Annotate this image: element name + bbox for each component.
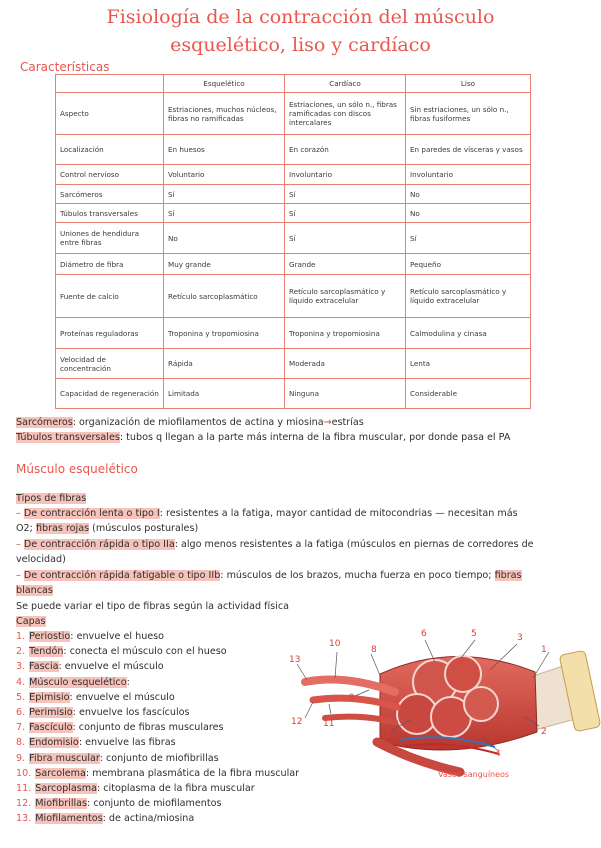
capa-item xyxy=(16,722,224,733)
row-label: Sarcómeros xyxy=(56,185,164,204)
capa-item xyxy=(16,813,194,824)
page-title-line-1: Fisiología de la contracción del músculo xyxy=(106,6,495,28)
comparison-table xyxy=(55,74,531,409)
capa-item xyxy=(16,677,130,688)
fascicle-shape xyxy=(445,656,481,692)
text: velocidad) xyxy=(16,554,66,565)
capa-term: Sarcolema xyxy=(35,767,86,779)
row-label: Proteínas reguladoras xyxy=(56,318,164,349)
capa-item xyxy=(16,646,227,657)
capa-description: : envuelve el músculo xyxy=(58,661,164,673)
note-text: estrías xyxy=(331,417,364,428)
text: : músculos de los brazos, mucha fuerza en poco tiempo; xyxy=(220,570,495,581)
diagram-label-1: 1 xyxy=(541,645,547,655)
cell: Moderada xyxy=(285,349,406,379)
capa-number: 9. xyxy=(16,752,26,764)
capa-term: Fascículo xyxy=(29,722,73,734)
cell: Estriaciones, un sólo n., fibras ramificadas con discos intercalares xyxy=(285,93,406,135)
cell: Troponina y tropomiosina xyxy=(164,318,285,349)
dash: – xyxy=(16,508,24,519)
capa-item xyxy=(16,661,164,672)
capa-number: 1. xyxy=(16,631,26,642)
arrow-icon: → xyxy=(323,417,332,428)
dash: – xyxy=(16,539,24,550)
diagram-label-9: 9 xyxy=(349,693,355,703)
row-label: Fuente de calcio xyxy=(56,275,164,318)
fibras-heading xyxy=(16,493,86,504)
text: (músculos posturales) xyxy=(89,523,199,534)
capa-description: : envuelve las fibras xyxy=(78,737,176,749)
cell: Sí xyxy=(285,185,406,204)
table-row xyxy=(56,254,531,275)
term: fibras xyxy=(494,570,522,581)
capa-term: Periostio xyxy=(29,631,71,642)
cell: Sí xyxy=(406,223,531,254)
cell: Involuntario xyxy=(406,165,531,185)
row-label: Localización xyxy=(56,135,164,165)
table-row xyxy=(56,135,531,165)
cell: Voluntario xyxy=(164,165,285,185)
cell: No xyxy=(406,204,531,223)
capa-number: 10. xyxy=(16,767,32,779)
table-row xyxy=(56,275,531,318)
note-sarcomeros xyxy=(16,417,364,428)
cell: Involuntario xyxy=(285,165,406,185)
table-row xyxy=(56,349,531,379)
capas-heading xyxy=(16,616,46,627)
capa-item xyxy=(16,783,255,794)
capa-term: Sarcoplasma xyxy=(35,783,97,794)
vasos-label: Vasos sanguíneos xyxy=(438,770,510,779)
capa-item xyxy=(16,692,175,703)
cell: Retículo sarcoplasmático y líquido extracelular xyxy=(406,275,531,318)
table-row xyxy=(56,223,531,254)
capa-term: Músculo esquelético xyxy=(29,676,127,688)
term: De contracción rápida fatigable o tipo IIb xyxy=(23,570,221,581)
term-sarcomeros: Sarcómeros xyxy=(16,417,73,428)
cell: En paredes de vísceras y vasos xyxy=(406,135,531,165)
capa-number: 4. xyxy=(16,676,26,688)
term: blancas xyxy=(16,585,53,596)
capa-term: Fibra muscular xyxy=(29,752,100,764)
row-label: Diámetro de fibra xyxy=(56,254,164,275)
capa-term: Miofilamentos xyxy=(35,813,103,825)
capa-term: Tendón xyxy=(29,646,64,658)
diagram-label-8: 8 xyxy=(371,645,377,655)
table-header-liso: Liso xyxy=(406,75,531,93)
cell: Sí xyxy=(285,204,406,223)
table-row xyxy=(56,185,531,204)
fiber-shape xyxy=(325,717,395,722)
cell: Estriaciones, muchos núcleos, fibras no ramificadas xyxy=(164,93,285,135)
cell: Sin estriaciones, un sólo n., fibras fusiformes xyxy=(406,93,531,135)
capa-term: Miofibrillas xyxy=(35,798,88,810)
term: De contracción lenta o tipo I xyxy=(23,508,160,519)
table-row xyxy=(56,379,531,409)
cell: Sí xyxy=(164,185,285,204)
cell: Ninguna xyxy=(285,379,406,409)
fibra-rapida-cont xyxy=(16,554,66,565)
capa-number: 8. xyxy=(16,737,26,749)
capa-term: Epimisio xyxy=(29,691,70,703)
diagram-label-12: 12 xyxy=(291,717,303,727)
cell: Grande xyxy=(285,254,406,275)
cell: Calmodulina y cinasa xyxy=(406,318,531,349)
fibra-fatigable-cont xyxy=(16,585,53,596)
text: O2; xyxy=(16,523,36,534)
capa-number: 5. xyxy=(16,691,26,703)
note-tubulos xyxy=(16,432,510,443)
capa-number: 7. xyxy=(16,722,26,734)
text: : resistentes a la fatiga, mayor cantidad de mitocondrias — necesitan más xyxy=(159,508,518,519)
row-label: Velocidad de concentración xyxy=(56,349,164,379)
capa-item xyxy=(16,631,164,642)
cell: En huesos xyxy=(164,135,285,165)
table-header-row xyxy=(56,75,531,93)
cell: Pequeño xyxy=(406,254,531,275)
diagram-label-13: 13 xyxy=(289,655,301,665)
diagram-label-5: 5 xyxy=(471,629,477,639)
fibras-heading-text: Tipos de fibras xyxy=(16,493,87,504)
cell: Rápida xyxy=(164,349,285,379)
capa-item xyxy=(16,768,299,779)
dash: – xyxy=(16,570,24,581)
capa-description: : conjunto de miofilamentos xyxy=(87,798,222,810)
table-header-cardiaco: Cardíaco xyxy=(285,75,406,93)
row-label: Túbulos transversales xyxy=(56,204,164,223)
capa-description: : conecta el músculo con el hueso xyxy=(63,646,227,658)
musculo-heading: Músculo esquelético xyxy=(16,462,138,476)
cell: Troponina y tropomiosina xyxy=(285,318,406,349)
table-row xyxy=(56,318,531,349)
capa-number: 11. xyxy=(16,783,32,794)
capa-number: 12. xyxy=(16,798,32,810)
cell: Lenta xyxy=(406,349,531,379)
capa-description: : envuelve el músculo xyxy=(69,691,175,703)
capa-description: : conjunto de fibras musculares xyxy=(72,722,224,734)
diagram-label-4: 4 xyxy=(495,749,501,759)
row-label: Aspecto xyxy=(56,93,164,135)
capa-item xyxy=(16,798,222,809)
capa-description: : conjunto de miofibrillas xyxy=(99,752,219,764)
cell: Muy grande xyxy=(164,254,285,275)
capa-description: : de actina/miosina xyxy=(102,813,195,825)
table-row xyxy=(56,204,531,223)
term: fibras rojas xyxy=(35,523,90,534)
table-header-empty xyxy=(56,75,164,93)
diagram-label-6: 6 xyxy=(421,629,427,639)
muscle-diagram xyxy=(285,622,601,787)
page-title-line-2: esquelético, liso y cardíaco xyxy=(170,34,431,56)
cell: Retículo sarcoplasmático xyxy=(164,275,285,318)
row-label: Control nervioso xyxy=(56,165,164,185)
capa-description: : envuelve los fascículos xyxy=(72,707,190,718)
diagram-label-7: 7 xyxy=(385,730,391,740)
capa-term: Fascia xyxy=(29,661,59,673)
table-row xyxy=(56,93,531,135)
capa-description: : citoplasma de la fibra muscular xyxy=(96,783,255,794)
text: : algo menos resistentes a la fatiga (músculos en piernas de corredores de xyxy=(174,539,534,550)
capa-item xyxy=(16,707,190,718)
capa-description: : xyxy=(126,676,130,688)
cell: Sí xyxy=(164,204,285,223)
diagram-label-2: 2 xyxy=(541,727,547,737)
cell: No xyxy=(406,185,531,204)
note-text: : organización de miofilamentos de actina y miosina xyxy=(72,417,324,428)
cell: Retículo sarcoplasmático y líquido extracelular xyxy=(285,275,406,318)
table-row xyxy=(56,165,531,185)
fibra-rapida xyxy=(16,539,534,550)
capa-description: : membrana plasmática de la fibra muscular xyxy=(85,767,300,779)
capa-item xyxy=(16,753,219,764)
capa-description: : envuelve el hueso xyxy=(70,631,165,642)
term: De contracción rápida o tipo IIa xyxy=(23,539,175,550)
diagram-label-10: 10 xyxy=(329,639,341,649)
diagram-label-3: 3 xyxy=(517,633,523,643)
cell: Considerable xyxy=(406,379,531,409)
cell: En corazón xyxy=(285,135,406,165)
cell: Sí xyxy=(285,223,406,254)
cell: No xyxy=(164,223,285,254)
capa-term: Perimisio xyxy=(29,707,73,718)
term-tubulos: Túbulos transversales xyxy=(16,432,120,443)
capa-number: 6. xyxy=(16,707,26,718)
capas-heading-text: Capas xyxy=(16,616,46,627)
characteristics-heading: Características xyxy=(20,60,110,74)
capa-number: 13. xyxy=(16,813,32,825)
capa-number: 2. xyxy=(16,646,26,658)
diagram-label-11: 11 xyxy=(323,719,335,729)
fibra-lenta xyxy=(16,508,518,519)
fibra-fatigable xyxy=(16,570,522,581)
capa-number: 3. xyxy=(16,661,26,673)
fibra-lenta-cont xyxy=(16,523,198,534)
table-header-esqueletico: Esquelético xyxy=(164,75,285,93)
row-label: Uniones de hendidura entre fibras xyxy=(56,223,164,254)
fibras-variar: Se puede variar el tipo de fibras según la actividad física xyxy=(16,601,289,612)
note-text: : tubos q llegan a la parte más interna de la fibra muscular, por donde pasa el PA xyxy=(119,432,511,443)
cell: Limitada xyxy=(164,379,285,409)
row-label: Capacidad de regeneración xyxy=(56,379,164,409)
capa-term: Endomisio xyxy=(29,737,79,749)
capa-item xyxy=(16,737,176,748)
fascicle-shape xyxy=(464,687,498,721)
